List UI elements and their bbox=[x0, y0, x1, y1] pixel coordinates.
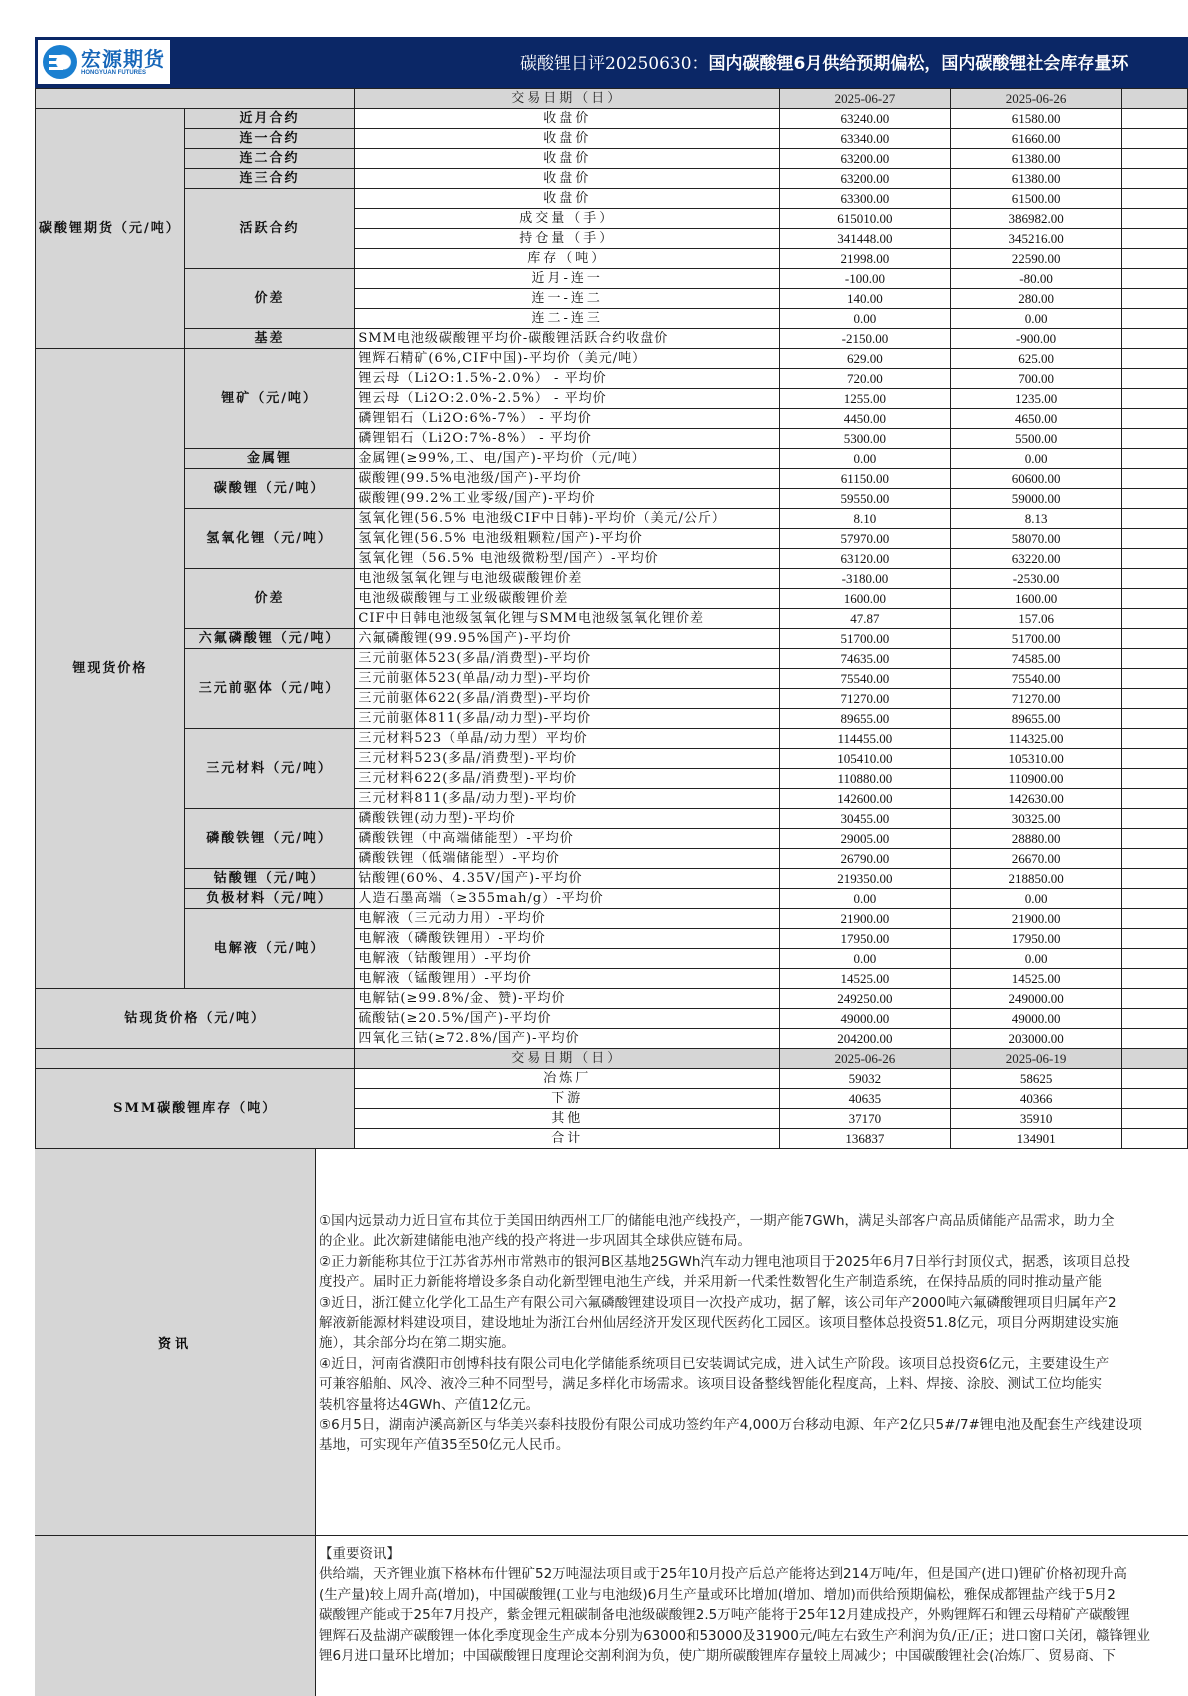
value-cell: 136837 bbox=[780, 1129, 951, 1149]
table-row bbox=[36, 649, 1188, 669]
important-news-section bbox=[35, 1535, 1188, 1696]
value-cell: 74585.00 bbox=[950, 649, 1122, 669]
value-cell: 203000.00 bbox=[950, 1029, 1122, 1049]
group-label: 磷酸铁锂（元/吨） bbox=[184, 809, 355, 869]
value-cell-empty bbox=[1122, 969, 1188, 989]
value-cell-empty bbox=[1122, 749, 1188, 769]
value-cell: 57970.00 bbox=[780, 529, 951, 549]
news-line: 可兼容船舶、风冷、液冷三种不同型号，满足多样化市场需求。该项目设备整线智能化程度高，上料、焊接、涂胶、测试工位均能实 bbox=[319, 1376, 1102, 1393]
value-cell: 21998.00 bbox=[780, 249, 951, 269]
value-cell: 89655.00 bbox=[780, 709, 951, 729]
value-cell: 0.00 bbox=[780, 889, 951, 909]
value-cell: 1600.00 bbox=[780, 589, 951, 609]
value-cell-empty bbox=[1122, 109, 1188, 129]
item-name: 锂云母（Li2O:1.5%-2.0%） - 平均价 bbox=[355, 369, 780, 389]
item-name: 收盘价 bbox=[355, 109, 780, 129]
value-cell-empty bbox=[1122, 549, 1188, 569]
value-cell: 49000.00 bbox=[780, 1009, 951, 1029]
item-name: 三元前驱体523(多晶/消费型)-平均价 bbox=[355, 649, 780, 669]
value-cell: 47.87 bbox=[780, 609, 951, 629]
value-cell: 110900.00 bbox=[950, 769, 1122, 789]
value-cell-empty bbox=[1122, 389, 1188, 409]
report-title-prefix: 碳酸锂日评20250630： bbox=[520, 54, 709, 74]
value-cell: 4650.00 bbox=[950, 409, 1122, 429]
item-name: 电解液（三元动力用）-平均价 bbox=[355, 909, 780, 929]
important-line: 【重要资讯】 bbox=[319, 1546, 400, 1562]
value-cell-empty bbox=[1122, 469, 1188, 489]
value-cell: 4450.00 bbox=[780, 409, 951, 429]
value-cell: 114455.00 bbox=[780, 729, 951, 749]
value-cell: 61380.00 bbox=[950, 149, 1122, 169]
group-label: 活跃合约 bbox=[184, 189, 355, 269]
value-cell: 720.00 bbox=[780, 369, 951, 389]
date-header-empty bbox=[1122, 1049, 1188, 1069]
value-cell: 140.00 bbox=[780, 289, 951, 309]
value-cell-empty bbox=[1122, 629, 1188, 649]
group-label: 基差 bbox=[184, 329, 355, 349]
table-row bbox=[36, 169, 1188, 189]
table-row bbox=[36, 109, 1188, 129]
value-cell: 63120.00 bbox=[780, 549, 951, 569]
value-cell-empty bbox=[1122, 789, 1188, 809]
value-cell: 8.13 bbox=[950, 509, 1122, 529]
table-row bbox=[36, 149, 1188, 169]
value-cell: -80.00 bbox=[950, 269, 1122, 289]
value-cell: -2150.00 bbox=[780, 329, 951, 349]
news-section bbox=[35, 1148, 1188, 1536]
value-cell: 8.10 bbox=[780, 509, 951, 529]
item-name: 电解液（锰酸锂用）-平均价 bbox=[355, 969, 780, 989]
value-cell-empty bbox=[1122, 329, 1188, 349]
value-cell: 35910 bbox=[950, 1109, 1122, 1129]
news-line: ⑤6月5日，湖南泸溪高新区与华美兴泰科技股份有限公司成功签约年产4,000万台移动电源、年产2亿只5#/7#锂电池及配套生产线建设项 bbox=[319, 1416, 1142, 1433]
item-name: 磷酸铁锂（低端储能型）-平均价 bbox=[355, 849, 780, 869]
value-cell-empty bbox=[1122, 369, 1188, 389]
group-label: 价差 bbox=[184, 269, 355, 329]
important-line: 锂辉石及盐湖产碳酸锂一体化季度现金生产成本分别为63000和53000及31900元/吨左右致生产利润为负/正/正；进口窗口关闭，赣锋锂业 bbox=[319, 1627, 1150, 1644]
value-cell: 142630.00 bbox=[950, 789, 1122, 809]
value-cell: 71270.00 bbox=[780, 689, 951, 709]
item-name: 三元前驱体622(多晶/消费型)-平均价 bbox=[355, 689, 780, 709]
value-cell: 341448.00 bbox=[780, 229, 951, 249]
report-title-main: 国内碳酸锂6月供给预期偏松，国内碳酸锂社会库存量环 bbox=[708, 54, 1129, 74]
value-cell-empty bbox=[1122, 309, 1188, 329]
value-cell: 105310.00 bbox=[950, 749, 1122, 769]
group-label: 负极材料（元/吨） bbox=[184, 889, 355, 909]
value-cell: 51700.00 bbox=[950, 629, 1122, 649]
news-line: ④近日，河南省濮阳市创博科技有限公司电化学储能系统项目已安装调试完成，进入试生产阶段。该项目总投资6亿元，主要建设生产 bbox=[319, 1355, 1110, 1372]
group-label: 金属锂 bbox=[184, 449, 355, 469]
value-cell: 63200.00 bbox=[780, 169, 951, 189]
value-cell: 0.00 bbox=[950, 449, 1122, 469]
value-cell-empty bbox=[1122, 429, 1188, 449]
item-name: 金属锂(≥99%,工、电/国产)-平均价（元/吨） bbox=[355, 449, 780, 469]
news-line: 装机容量将达4GWh、产值12亿元。 bbox=[319, 1396, 540, 1413]
item-name: 六氟磷酸锂(99.95%国产)-平均价 bbox=[355, 629, 780, 649]
table-row bbox=[36, 509, 1188, 529]
date-column-label: 交易日期（日） bbox=[355, 1049, 780, 1069]
table-row bbox=[36, 989, 1188, 1009]
value-cell: 219350.00 bbox=[780, 869, 951, 889]
table-row bbox=[36, 909, 1188, 929]
value-cell-empty bbox=[1122, 709, 1188, 729]
news-line: 施），其余部分均在第二期实施。 bbox=[319, 1335, 515, 1352]
value-cell: 63340.00 bbox=[780, 129, 951, 149]
value-cell: 61150.00 bbox=[780, 469, 951, 489]
value-cell: 49000.00 bbox=[950, 1009, 1122, 1029]
date-header-empty bbox=[1122, 89, 1188, 109]
date-header: 2025-06-19 bbox=[950, 1049, 1122, 1069]
value-cell: -2530.00 bbox=[950, 569, 1122, 589]
news-line: 基地，可实现年产值35至50亿元人民币。 bbox=[319, 1437, 570, 1454]
item-name: 其他 bbox=[355, 1109, 780, 1129]
group-label: 连一合约 bbox=[184, 129, 355, 149]
item-name: 氢氧化锂(56.5% 电池级粗颗粒/国产)-平均价 bbox=[355, 529, 780, 549]
value-cell: 59550.00 bbox=[780, 489, 951, 509]
value-cell: 5300.00 bbox=[780, 429, 951, 449]
item-name: 持仓量（手） bbox=[355, 229, 780, 249]
item-name: 冶炼厂 bbox=[355, 1069, 780, 1089]
item-name: 硫酸钴(≥20.5%/国产)-平均价 bbox=[355, 1009, 780, 1029]
value-cell-empty bbox=[1122, 689, 1188, 709]
value-cell-empty bbox=[1122, 1069, 1188, 1089]
value-cell: 14525.00 bbox=[780, 969, 951, 989]
table-row bbox=[36, 469, 1188, 489]
value-cell: 5500.00 bbox=[950, 429, 1122, 449]
value-cell: 22590.00 bbox=[950, 249, 1122, 269]
group-label: 连三合约 bbox=[184, 169, 355, 189]
section-label: SMM碳酸锂库存（吨） bbox=[36, 1069, 355, 1149]
item-name: 三元材料523(多晶/消费型)-平均价 bbox=[355, 749, 780, 769]
important-line: 供给端，天齐锂业旗下格林布什锂矿52万吨湿法项目或于25年10月投产后总产能将达到214万吨/年，但是国产(进口)锂矿价格初现升高 bbox=[319, 1566, 1127, 1583]
item-name: 电池级氢氧化锂与电池级碳酸锂价差 bbox=[355, 569, 780, 589]
group-label: 连二合约 bbox=[184, 149, 355, 169]
value-cell: 105410.00 bbox=[780, 749, 951, 769]
value-cell: 625.00 bbox=[950, 349, 1122, 369]
item-name: 电池级碳酸锂与工业级碳酸锂价差 bbox=[355, 589, 780, 609]
item-name: 下游 bbox=[355, 1089, 780, 1109]
value-cell-empty bbox=[1122, 589, 1188, 609]
value-cell-empty bbox=[1122, 409, 1188, 429]
company-logo bbox=[38, 40, 170, 84]
table-row bbox=[36, 449, 1188, 469]
table-row bbox=[36, 329, 1188, 349]
important-news-label bbox=[35, 1536, 316, 1696]
date-header: 2025-06-26 bbox=[950, 89, 1122, 109]
item-name: 库存（吨） bbox=[355, 249, 780, 269]
value-cell-empty bbox=[1122, 289, 1188, 309]
table-row bbox=[36, 729, 1188, 749]
value-cell-empty bbox=[1122, 1129, 1188, 1149]
value-cell: 1600.00 bbox=[950, 589, 1122, 609]
value-cell: 0.00 bbox=[780, 309, 951, 329]
group-label: 三元前驱体（元/吨） bbox=[184, 649, 355, 729]
value-cell-empty bbox=[1122, 209, 1188, 229]
item-name: 磷酸铁锂(动力型)-平均价 bbox=[355, 809, 780, 829]
item-name: 磷锂铝石（Li2O:7%-8%） - 平均价 bbox=[355, 429, 780, 449]
group-label: 锂矿（元/吨） bbox=[184, 349, 355, 449]
value-cell: -3180.00 bbox=[780, 569, 951, 589]
value-cell-empty bbox=[1122, 849, 1188, 869]
item-name: 收盘价 bbox=[355, 189, 780, 209]
value-cell-empty bbox=[1122, 649, 1188, 669]
value-cell: 26790.00 bbox=[780, 849, 951, 869]
value-cell: 1255.00 bbox=[780, 389, 951, 409]
value-cell: 29005.00 bbox=[780, 829, 951, 849]
value-cell: 28880.00 bbox=[950, 829, 1122, 849]
report-title bbox=[520, 49, 1128, 74]
item-name: 三元材料622(多晶/消费型)-平均价 bbox=[355, 769, 780, 789]
value-cell-empty bbox=[1122, 869, 1188, 889]
value-cell: 75540.00 bbox=[950, 669, 1122, 689]
value-cell-empty bbox=[1122, 889, 1188, 909]
header-blank-cell bbox=[36, 89, 355, 109]
value-cell: 89655.00 bbox=[950, 709, 1122, 729]
news-label: 资讯 bbox=[35, 1149, 316, 1536]
value-cell: 17950.00 bbox=[780, 929, 951, 949]
section-label: 锂现货价格 bbox=[36, 349, 185, 989]
value-cell: 71270.00 bbox=[950, 689, 1122, 709]
value-cell-empty bbox=[1122, 509, 1188, 529]
table-row bbox=[36, 629, 1188, 649]
value-cell: 386982.00 bbox=[950, 209, 1122, 229]
value-cell: 58070.00 bbox=[950, 529, 1122, 549]
value-cell: 74635.00 bbox=[780, 649, 951, 669]
value-cell: 30325.00 bbox=[950, 809, 1122, 829]
group-label: 氢氧化锂（元/吨） bbox=[184, 509, 355, 569]
date-column-label: 交易日期（日） bbox=[355, 89, 780, 109]
item-name: 收盘价 bbox=[355, 169, 780, 189]
value-cell-empty bbox=[1122, 129, 1188, 149]
value-cell-empty bbox=[1122, 349, 1188, 369]
value-cell-empty bbox=[1122, 949, 1188, 969]
value-cell: 0.00 bbox=[780, 449, 951, 469]
group-label: 三元材料（元/吨） bbox=[184, 729, 355, 809]
value-cell: 61660.00 bbox=[950, 129, 1122, 149]
item-name: 电解液（钴酸锂用）-平均价 bbox=[355, 949, 780, 969]
value-cell: 21900.00 bbox=[780, 909, 951, 929]
item-name: 磷锂铝石（Li2O:6%-7%） - 平均价 bbox=[355, 409, 780, 429]
section-label: 碳酸锂期货（元/吨） bbox=[36, 109, 185, 349]
table-row bbox=[36, 809, 1188, 829]
value-cell-empty bbox=[1122, 809, 1188, 829]
news-text bbox=[316, 1149, 1188, 1536]
value-cell: 63200.00 bbox=[780, 149, 951, 169]
item-name: CIF中日韩电池级氢氧化锂与SMM电池级氢氧化锂价差 bbox=[355, 609, 780, 629]
item-name: 氢氧化锂（56.5% 电池级微粉型/国产）-平均价 bbox=[355, 549, 780, 569]
report-header-banner bbox=[35, 37, 1188, 88]
group-label: 碳酸锂（元/吨） bbox=[184, 469, 355, 509]
value-cell: 63300.00 bbox=[780, 189, 951, 209]
value-cell: 14525.00 bbox=[950, 969, 1122, 989]
item-name: 电解钴(≥99.8%/金、赞)-平均价 bbox=[355, 989, 780, 1009]
date-header: 2025-06-26 bbox=[780, 1049, 951, 1069]
value-cell-empty bbox=[1122, 929, 1188, 949]
value-cell: 218850.00 bbox=[950, 869, 1122, 889]
item-name: 电解液（磷酸铁锂用）-平均价 bbox=[355, 929, 780, 949]
value-cell-empty bbox=[1122, 229, 1188, 249]
value-cell: -100.00 bbox=[780, 269, 951, 289]
value-cell: 30455.00 bbox=[780, 809, 951, 829]
item-name: 成交量（手） bbox=[355, 209, 780, 229]
header-blank-cell bbox=[36, 1049, 355, 1069]
logo-name: 宏源期货 bbox=[81, 47, 165, 71]
value-cell: 204200.00 bbox=[780, 1029, 951, 1049]
value-cell: 17950.00 bbox=[950, 929, 1122, 949]
item-name: 碳酸锂(99.5%电池级/国产)-平均价 bbox=[355, 469, 780, 489]
table-header-row bbox=[36, 89, 1188, 109]
value-cell-empty bbox=[1122, 609, 1188, 629]
value-cell-empty bbox=[1122, 249, 1188, 269]
table-row bbox=[36, 569, 1188, 589]
item-name: 氢氧化锂(56.5% 电池级CIF中日韩)-平均价（美元/公斤） bbox=[355, 509, 780, 529]
value-cell: 59032 bbox=[780, 1069, 951, 1089]
value-cell: 110880.00 bbox=[780, 769, 951, 789]
value-cell: 249000.00 bbox=[950, 989, 1122, 1009]
value-cell-empty bbox=[1122, 529, 1188, 549]
value-cell: 40635 bbox=[780, 1089, 951, 1109]
important-line: (生产量)较上周升高(增加)，中国碳酸锂(工业与电池级)6月生产量或环比增加(增加、增加)而供给预期偏松，雅保成都锂盐产线于5月2 bbox=[319, 1586, 1116, 1603]
important-line: 锂6月进口量环比增加；中国碳酸锂日度理论交割利润为负，使广期所碳酸锂库存量较上周减少；中国碳酸锂社会(冶炼厂、贸易商、下 bbox=[319, 1647, 1116, 1664]
value-cell-empty bbox=[1122, 1089, 1188, 1109]
group-label: 钴酸锂（元/吨） bbox=[184, 869, 355, 889]
important-line: 碳酸锂产能或于25年7月投产，紫金锂元粗碳制备电池级碳酸锂2.5万吨产能将于25年12月建成投产，外购锂辉石和锂云母精矿产碳酸锂 bbox=[319, 1607, 1130, 1624]
value-cell: 134901 bbox=[950, 1129, 1122, 1149]
table-row bbox=[36, 889, 1188, 909]
table-row bbox=[36, 1069, 1188, 1089]
item-name: 近月-连一 bbox=[355, 269, 780, 289]
value-cell: 51700.00 bbox=[780, 629, 951, 649]
item-name: 三元前驱体811(多晶/动力型)-平均价 bbox=[355, 709, 780, 729]
value-cell: 280.00 bbox=[950, 289, 1122, 309]
item-name: 四氧化三钴(≥72.8%/国产)-平均价 bbox=[355, 1029, 780, 1049]
value-cell: 59000.00 bbox=[950, 489, 1122, 509]
value-cell-empty bbox=[1122, 1109, 1188, 1129]
news-line: 的企业。此次新建储能电池产线的投产将进一步巩固其全球供应链布局。 bbox=[319, 1233, 751, 1250]
table-row bbox=[36, 869, 1188, 889]
item-name: 锂辉石精矿(6%,CIF中国)-平均价（美元/吨） bbox=[355, 349, 780, 369]
table-row bbox=[36, 349, 1188, 369]
table-header-row bbox=[36, 1049, 1188, 1069]
group-label: 电解液（元/吨） bbox=[184, 909, 355, 989]
item-name: 钴酸锂(60%、4.35V/国产)-平均价 bbox=[355, 869, 780, 889]
item-name: 人造石墨高端（≥355mah/g）-平均价 bbox=[355, 889, 780, 909]
value-cell: 21900.00 bbox=[950, 909, 1122, 929]
value-cell: 63240.00 bbox=[780, 109, 951, 129]
data-table bbox=[35, 88, 1188, 1149]
value-cell: 0.00 bbox=[780, 949, 951, 969]
value-cell: 37170 bbox=[780, 1109, 951, 1129]
value-cell-empty bbox=[1122, 149, 1188, 169]
news-line: 解液新能源材料建设项目，建设地址为浙江台州仙居经济开发区现代医药化工园区。该项目整体总投资51.8亿元，项目分两期建设实施 bbox=[319, 1314, 1119, 1331]
item-name: 收盘价 bbox=[355, 149, 780, 169]
date-header: 2025-06-27 bbox=[780, 89, 951, 109]
value-cell: 1235.00 bbox=[950, 389, 1122, 409]
value-cell-empty bbox=[1122, 669, 1188, 689]
item-name: 三元前驱体523(单晶/动力型)-平均价 bbox=[355, 669, 780, 689]
value-cell-empty bbox=[1122, 829, 1188, 849]
value-cell: -900.00 bbox=[950, 329, 1122, 349]
value-cell: 75540.00 bbox=[780, 669, 951, 689]
news-line: ③近日，浙江健立化学化工品生产有限公司六氟磷酸锂建设项目一次投产成功，据了解，该公司年产2000吨六氟磷酸锂项目归属年产2 bbox=[319, 1294, 1117, 1311]
value-cell: 345216.00 bbox=[950, 229, 1122, 249]
item-name: 连二-连三 bbox=[355, 309, 780, 329]
item-name: 锂云母（Li2O:2.0%-2.5%） - 平均价 bbox=[355, 389, 780, 409]
item-name: 连一-连二 bbox=[355, 289, 780, 309]
value-cell-empty bbox=[1122, 989, 1188, 1009]
table-row bbox=[36, 269, 1188, 289]
group-label: 价差 bbox=[184, 569, 355, 629]
value-cell-empty bbox=[1122, 729, 1188, 749]
value-cell: 157.06 bbox=[950, 609, 1122, 629]
value-cell: 58625 bbox=[950, 1069, 1122, 1089]
value-cell: 61580.00 bbox=[950, 109, 1122, 129]
value-cell-empty bbox=[1122, 909, 1188, 929]
value-cell: 142600.00 bbox=[780, 789, 951, 809]
item-name: 三元材料811(多晶/动力型)-平均价 bbox=[355, 789, 780, 809]
value-cell: 249250.00 bbox=[780, 989, 951, 1009]
value-cell-empty bbox=[1122, 1029, 1188, 1049]
logo-english-name: HONGYUAN FUTURES bbox=[81, 70, 147, 76]
news-line: ①国内远景动力近日宣布其位于美国田纳西州工厂的储能电池产线投产，一期产能7GWh，满足头部客户高品质储能产品需求，助力全 bbox=[319, 1213, 1115, 1229]
item-name: 三元材料523（单晶/动力型）平均价 bbox=[355, 729, 780, 749]
value-cell: 60600.00 bbox=[950, 469, 1122, 489]
value-cell: 700.00 bbox=[950, 369, 1122, 389]
news-line: ②正力新能称其位于江苏省苏州市常熟市的银河B区基地25GWh汽车动力锂电池项目于2025年6月7日举行封顶仪式，据悉，该项目总投 bbox=[319, 1253, 1130, 1270]
value-cell: 0.00 bbox=[950, 309, 1122, 329]
group-label: 六氟磷酸锂（元/吨） bbox=[184, 629, 355, 649]
value-cell-empty bbox=[1122, 569, 1188, 589]
value-cell: 0.00 bbox=[950, 949, 1122, 969]
value-cell-empty bbox=[1122, 1009, 1188, 1029]
item-name: 合计 bbox=[355, 1129, 780, 1149]
value-cell: 615010.00 bbox=[780, 209, 951, 229]
value-cell: 63220.00 bbox=[950, 549, 1122, 569]
value-cell: 0.00 bbox=[950, 889, 1122, 909]
value-cell-empty bbox=[1122, 169, 1188, 189]
news-line: 度投产。届时正力新能将增设多条自动化新型锂电池生产线，并采用新一代柔性数智化生产制造系统，在保持品质的同时推动量产能 bbox=[319, 1274, 1102, 1291]
value-cell-empty bbox=[1122, 189, 1188, 209]
value-cell: 114325.00 bbox=[950, 729, 1122, 749]
value-cell: 61500.00 bbox=[950, 189, 1122, 209]
value-cell-empty bbox=[1122, 489, 1188, 509]
value-cell: 26670.00 bbox=[950, 849, 1122, 869]
value-cell-empty bbox=[1122, 269, 1188, 289]
important-news-text bbox=[316, 1536, 1188, 1696]
item-name: 碳酸锂(99.2%工业零级/国产)-平均价 bbox=[355, 489, 780, 509]
section-label: 钴现货价格（元/吨） bbox=[36, 989, 355, 1049]
item-name: 磷酸铁锂（中高端储能型）-平均价 bbox=[355, 829, 780, 849]
value-cell-empty bbox=[1122, 769, 1188, 789]
value-cell: 61380.00 bbox=[950, 169, 1122, 189]
logo-mark-icon bbox=[43, 45, 77, 79]
table-row bbox=[36, 129, 1188, 149]
value-cell-empty bbox=[1122, 449, 1188, 469]
group-label: 近月合约 bbox=[184, 109, 355, 129]
table-row bbox=[36, 189, 1188, 209]
item-name: SMM电池级碳酸锂平均价-碳酸锂活跃合约收盘价 bbox=[355, 329, 780, 349]
value-cell: 40366 bbox=[950, 1089, 1122, 1109]
value-cell: 629.00 bbox=[780, 349, 951, 369]
item-name: 收盘价 bbox=[355, 129, 780, 149]
